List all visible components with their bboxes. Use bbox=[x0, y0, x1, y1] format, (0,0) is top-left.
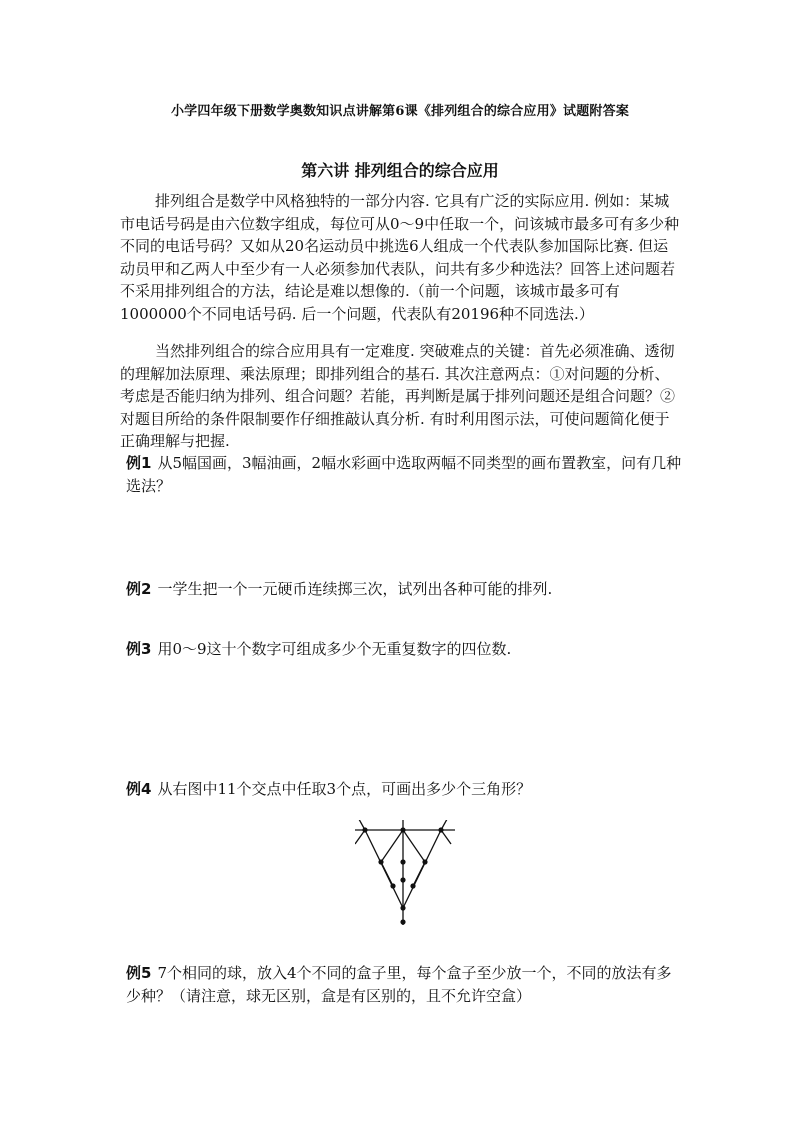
document-title: 小学四年级下册数学奥数知识点讲解第6课《排列组合的综合应用》试题附答案 bbox=[170, 104, 630, 119]
example-4-text: 从右图中11个交点中任取3个点，可画出多少个三角形？ bbox=[157, 780, 532, 798]
example-3-label: 例3 bbox=[126, 640, 152, 658]
example-1-label: 例1 bbox=[126, 454, 152, 472]
example-1 bbox=[126, 452, 686, 498]
intro-paragraph-1 bbox=[120, 190, 680, 325]
example-5-text: 7个相同的球，放入4个不同的盒子里，每个盒子至少放一个，不同的放法有多少种？（请注意，球无区别，盒是有区别的，且不允许空盒） bbox=[126, 964, 672, 1005]
lattice-diagram-icon bbox=[355, 820, 455, 930]
example-2-text: 一学生把一个一元硬币连续掷三次，试列出各种可能的排列. bbox=[157, 580, 553, 598]
example-3 bbox=[126, 638, 686, 661]
example-5-label: 例5 bbox=[126, 964, 152, 982]
lesson-heading: 第六讲 排列组合的综合应用 bbox=[301, 161, 499, 180]
example-4-label: 例4 bbox=[126, 780, 152, 798]
example-3-text: 用0～9这十个数字可组成多少个无重复数字的四位数. bbox=[157, 640, 512, 658]
example-2 bbox=[126, 578, 686, 601]
intro-paragraph-1-text: 排列组合是数学中风格独特的一部分内容. 它具有广泛的实际应用. 例如：某城市电话号码是由六位数字组成，每位可从0～9中任取一个，问该城市最多可有多少种不同的电话号码？又如从20名运动员中挑选6人组成一个代表队参加国际比赛. 但运动员甲和乙两人中至少有一人必须参加代表队，问共有多少种选法？回答上述问题若不采用排列组合的方法，结论是难以想像的.（前一个问题，该城市最多可有1000000个不同电话号码. 后一个问题，代表队有20196种不同选法.） bbox=[120, 192, 680, 323]
example-1-text: 从5幅国画，3幅油画，2幅水彩画中选取两幅不同类型的画布置教室，问有几种选法？ bbox=[126, 454, 682, 495]
example-5 bbox=[126, 962, 686, 1008]
intro-paragraph-2-text: 当然排列组合的综合应用具有一定难度. 突破难点的关键：首先必须准确、透彻的理解加法原理、乘法原理；即排列组合的基石. 其次注意两点：①对问题的分析、考虑是否能归纳为排列、组合问题？若能，再判断是属于排列问题还是组合问题？②对题目所给的条件限制要作仔细推敲认真分析. 有时利用图示法，可使问题简化便于正确理解与把握. bbox=[120, 342, 676, 450]
example-2-label: 例2 bbox=[126, 580, 152, 598]
intro-paragraph-2 bbox=[120, 340, 680, 453]
example-4 bbox=[126, 778, 686, 801]
